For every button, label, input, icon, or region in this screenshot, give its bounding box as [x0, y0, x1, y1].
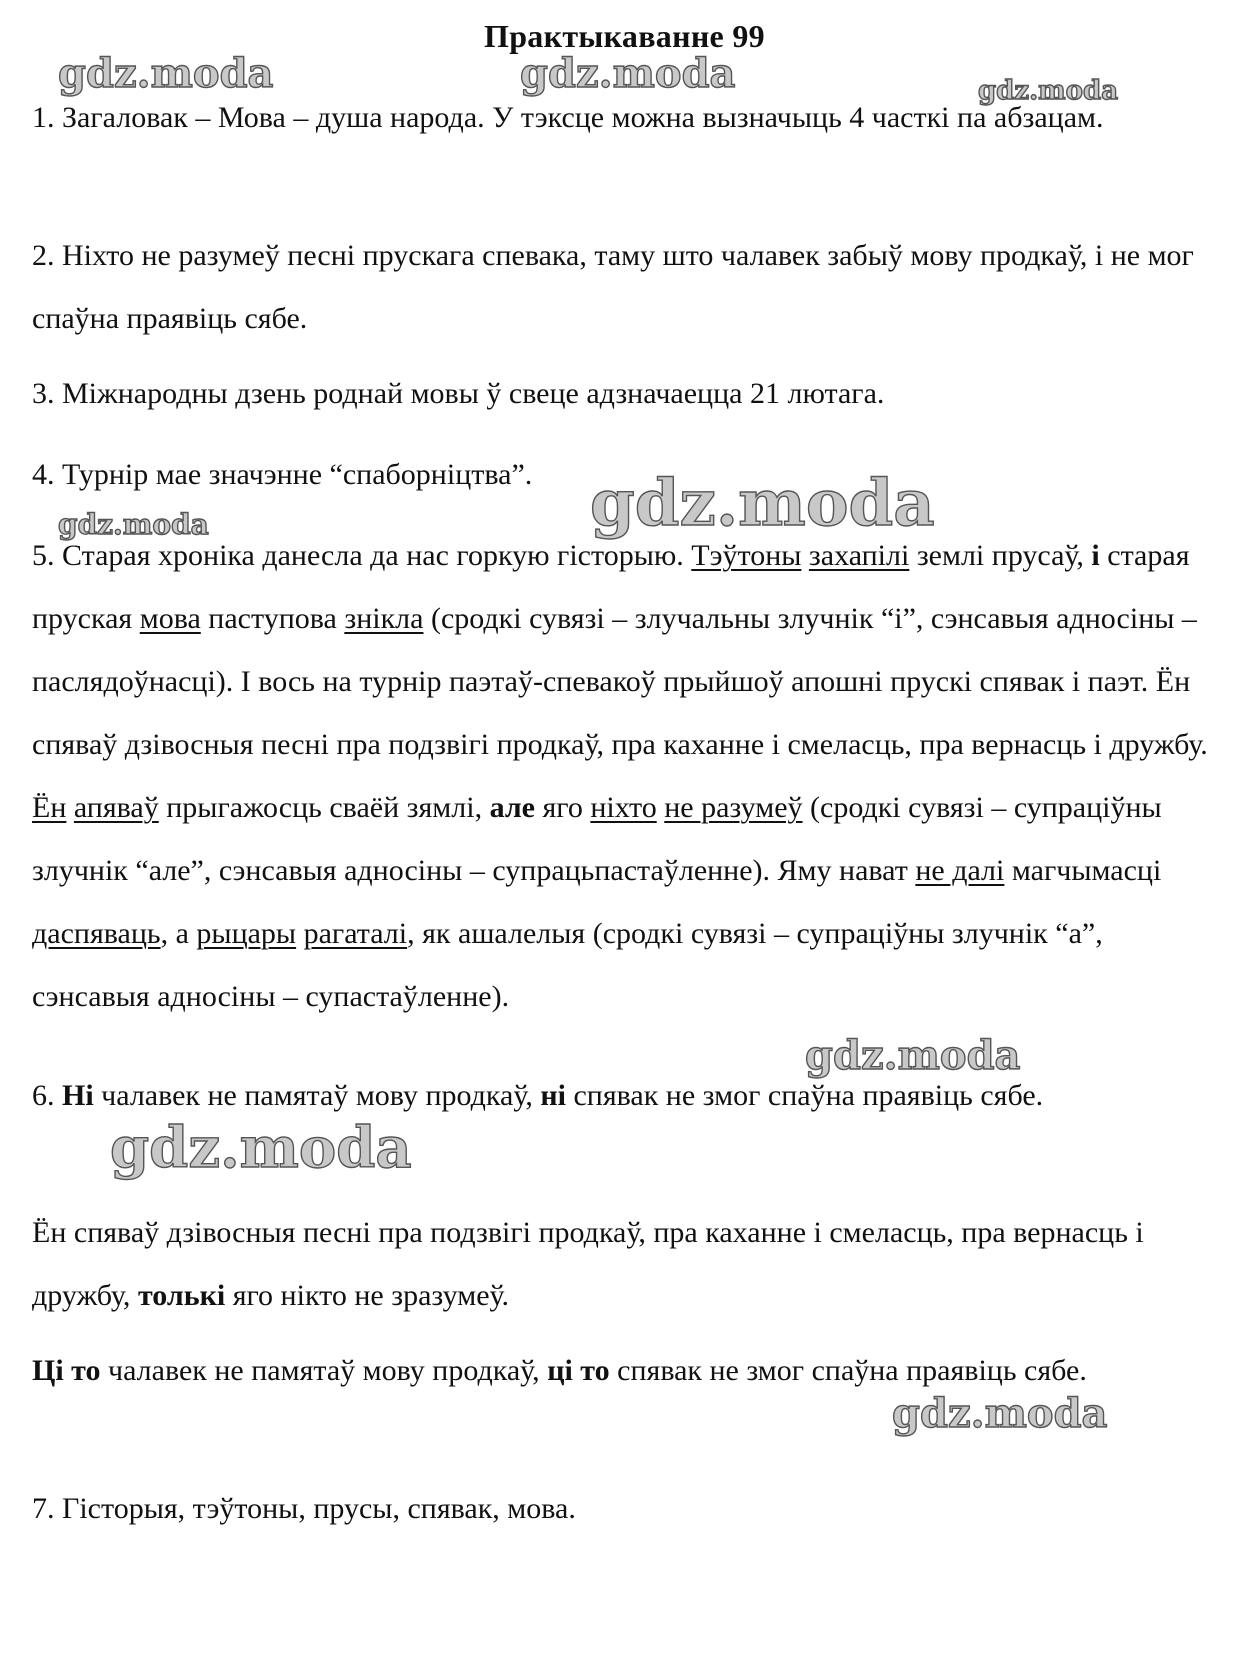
underlined-subject: Ён [32, 791, 67, 824]
watermark: gdz.moda [110, 1115, 412, 1181]
underlined-subject: Тэўтоны [691, 539, 802, 572]
answer-7-text: 7. Гісторыя, тэўтоны, прусы, спявак, мова. [32, 1492, 576, 1525]
text-segment: магчымасці [1004, 854, 1162, 887]
watermark: gdz.moda [590, 466, 935, 541]
watermark: gdz.moda [520, 50, 736, 97]
underlined-subject: ніхто [590, 791, 657, 824]
text-segment: землі прусаў, [909, 539, 1092, 572]
underlined-predicate: не разумеў [664, 791, 803, 824]
text-segment: (сродкі сувязі – злучальны злучнік “і”, сэнсавыя адносіны – паслядоўнасці). І вось на турнір паэтаў-спевакоў прыйшоў апошні прускі спявак і паэт. Ён спяваў дзівосныя песні пра подзвігі продкаў, пра каханне і смеласць, пра вернасць і дружбу. [32, 602, 1208, 761]
watermark: gdz.moda [978, 76, 1119, 106]
page-title: Практыкаванне 99 [484, 18, 765, 54]
text-segment: прыгажосць сваёй зямлі, [158, 791, 490, 824]
text-segment: паступова [200, 602, 345, 635]
answer-6-variant-3 [32, 1339, 1217, 1402]
answer-1-text: 1. Загаловак – Мова – душа народа. У тэксце можна вызначыць 4 часткі па абзацам. [32, 101, 1104, 134]
underlined-subject: мова [139, 602, 201, 635]
text-segment [296, 917, 304, 950]
underlined-subject: рыцары [196, 917, 297, 950]
underlined-predicate: апяваў [73, 791, 159, 824]
bold-conjunction: і [1091, 539, 1100, 572]
bold-conjunction: Ні [62, 1079, 94, 1112]
bold-conjunction: ці то [547, 1354, 610, 1387]
underlined-predicate: захапілі [808, 539, 910, 572]
text-segment: яго [535, 791, 591, 824]
answer-7 [32, 1477, 1217, 1540]
bold-conjunction: ні [540, 1079, 566, 1112]
text-segment: чалавек не памятаў мову продкаў, [93, 1079, 541, 1112]
text-segment: 5. Старая хроніка данесла да нас горкую гісторыю. [32, 539, 692, 572]
text-segment: Ён спяваў дзівосныя песні пра подзвігі продкаў, пра каханне і смеласць, пра вернасць і дружбу, [32, 1216, 1144, 1312]
underlined-predicate: знікла [344, 602, 424, 635]
text-segment: (сродкі сувязі – супраціўны злучнік “але”, сэнсавыя адносіны – супрацьпастаўленне). Яму нават [32, 791, 1162, 887]
text-segment [66, 791, 74, 824]
underlined-predicate: не далі [915, 854, 1005, 887]
text-segment: старая пруская [32, 539, 1190, 635]
bold-conjunction: толькі [137, 1279, 226, 1312]
answer-5 [32, 524, 1217, 1028]
text-segment: спявак не змог спаўна праявіць сябе. [565, 1079, 1044, 1112]
bold-conjunction: але [489, 791, 535, 824]
watermark: gdz.moda [58, 508, 209, 541]
text-segment: 6. [32, 1079, 62, 1112]
underlined-predicate: рагаталі [303, 917, 408, 950]
text-segment: , а [160, 917, 197, 950]
text-segment [801, 539, 809, 572]
bold-conjunction: Ці то [32, 1354, 101, 1387]
answer-2-text: 2. Ніхто не разумеў песні прускага спевака, таму што чалавек забыў мову продкаў, і не мог спаўна праявіць сябе. [32, 239, 1194, 335]
answer-2 [32, 224, 1217, 350]
text-segment: яго нікто не зразумеў. [225, 1279, 510, 1312]
answer-6 [32, 1064, 1217, 1127]
text-segment: , як ашалелыя (сродкі сувязі – супраціўны злучнік “а”, сэнсавыя адносіны – супастаўленне). [32, 917, 1103, 1013]
answer-4-text: 4. Турнір мае значэнне “спаборніцтва”. [32, 458, 533, 491]
underlined-predicate: даспяваць [32, 917, 161, 950]
watermark: gdz.moda [58, 50, 274, 97]
text-segment: спявак не змог спаўна праявіць сябе. [609, 1354, 1087, 1387]
answer-4 [32, 443, 1217, 506]
watermark: gdz.moda [892, 1390, 1108, 1437]
answer-3-text: 3. Міжнародны дзень роднай мовы ў свеце адзначаецца 21 лютага. [32, 377, 885, 410]
text-segment: чалавек не памятаў мову продкаў, [100, 1354, 548, 1387]
answer-1 [32, 86, 1217, 149]
answer-6-variant-2 [32, 1201, 1217, 1327]
watermark: gdz.moda [805, 1032, 1021, 1079]
answer-3 [32, 362, 1217, 425]
